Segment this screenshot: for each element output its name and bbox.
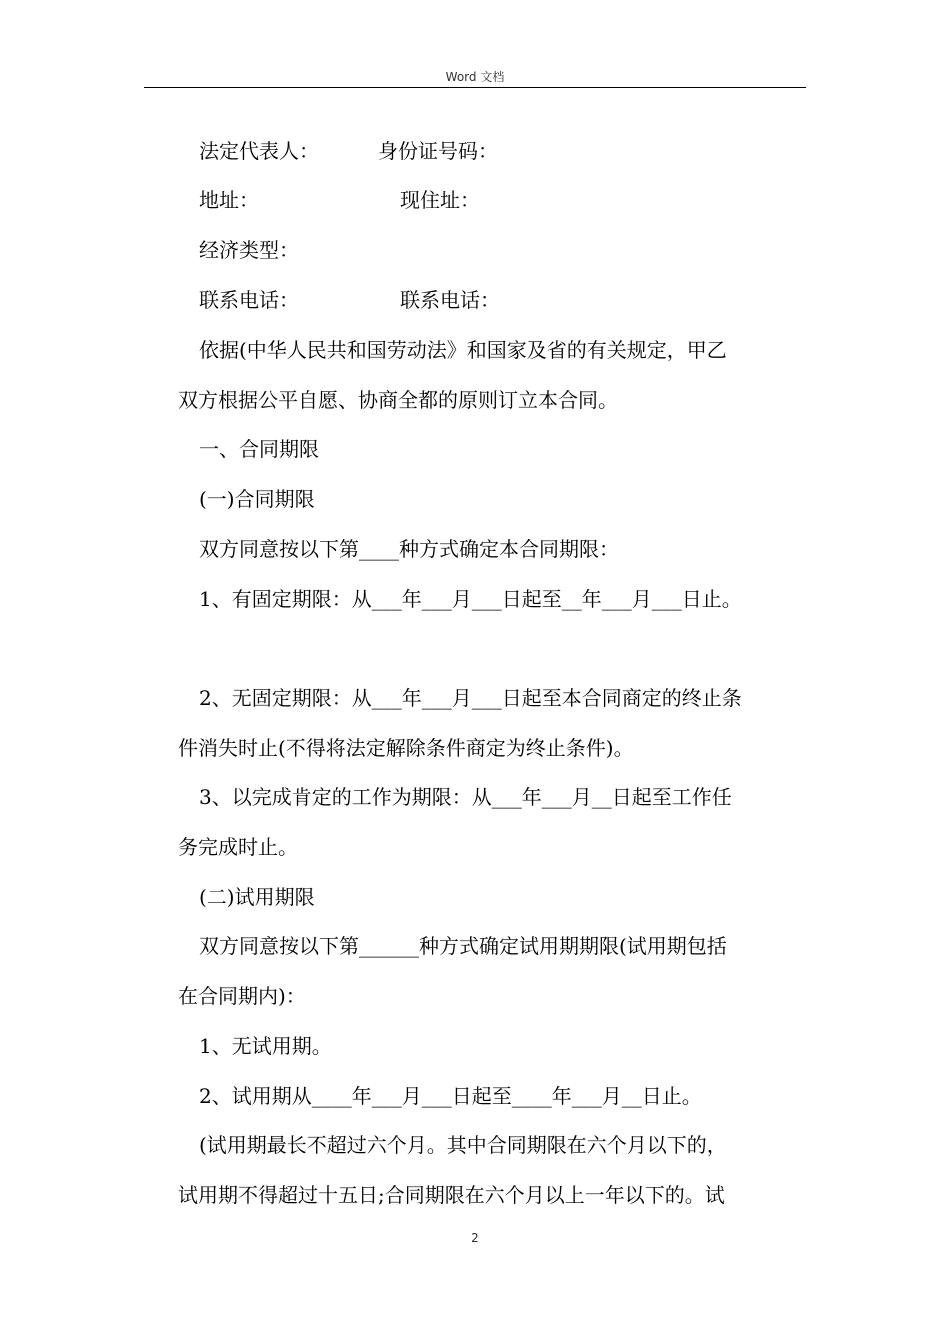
phone-row	[199, 287, 500, 313]
legal-rep-row	[199, 138, 498, 164]
list-item: 1、无试用期。	[199, 1034, 332, 1058]
legal-rep-label: 法定代表人：	[199, 139, 319, 163]
list-item: 1、有固定期限：从___年___月___日起至__年___月___日止。	[199, 587, 742, 611]
phone-b-label: 联系电话：	[400, 288, 500, 312]
header-divider	[144, 87, 806, 88]
page-number: 2	[471, 1231, 479, 1245]
list-item: 3、以完成肯定的工作为期限：从___年___月__日起至工作任	[199, 785, 732, 809]
paragraph-line: 依据(中华人民共和国劳动法》和国家及省的有关规定，甲乙	[199, 338, 727, 362]
address-row	[199, 187, 480, 213]
economic-type-label: 经济类型：	[199, 238, 299, 262]
list-item: 2、试用期从____年___月___日起至____年___月__日止。	[199, 1084, 702, 1108]
note-line: 试用期不得超过十五日;合同期限在六个月以上一年以下的。试	[178, 1183, 725, 1207]
paragraph-line: 双方同意按以下第______种方式确定试用期期限(试用期包括	[199, 934, 727, 958]
id-number-label: 身份证号码：	[378, 139, 498, 163]
subsection-heading: (一)合同期限	[199, 487, 315, 511]
subsection-heading: (二)试用期限	[199, 885, 315, 909]
paragraph-line: 在合同期内)：	[178, 984, 306, 1008]
section-heading: 一、合同期限	[199, 437, 319, 461]
page-header-title: Word 文档	[445, 70, 505, 84]
current-address-label: 现住址：	[400, 188, 480, 212]
note-line: (试用期最长不超过六个月。其中合同期限在六个月以下的，	[199, 1133, 727, 1157]
list-item: 2、无固定期限：从___年___月___日起至本合同商定的终止条	[199, 686, 742, 710]
paragraph-line: 双方同意按以下第____种方式确定本合同期限：	[199, 537, 619, 561]
list-item-continuation: 件消失时止(不得将法定解除条件商定为终止条件)。	[178, 736, 634, 760]
address-label: 地址：	[199, 188, 259, 212]
list-item-continuation: 务完成时止。	[178, 835, 298, 859]
paragraph-line: 双方根据公平自愿、协商全都的原则订立本合同。	[178, 388, 618, 412]
phone-a-label: 联系电话：	[199, 288, 299, 312]
